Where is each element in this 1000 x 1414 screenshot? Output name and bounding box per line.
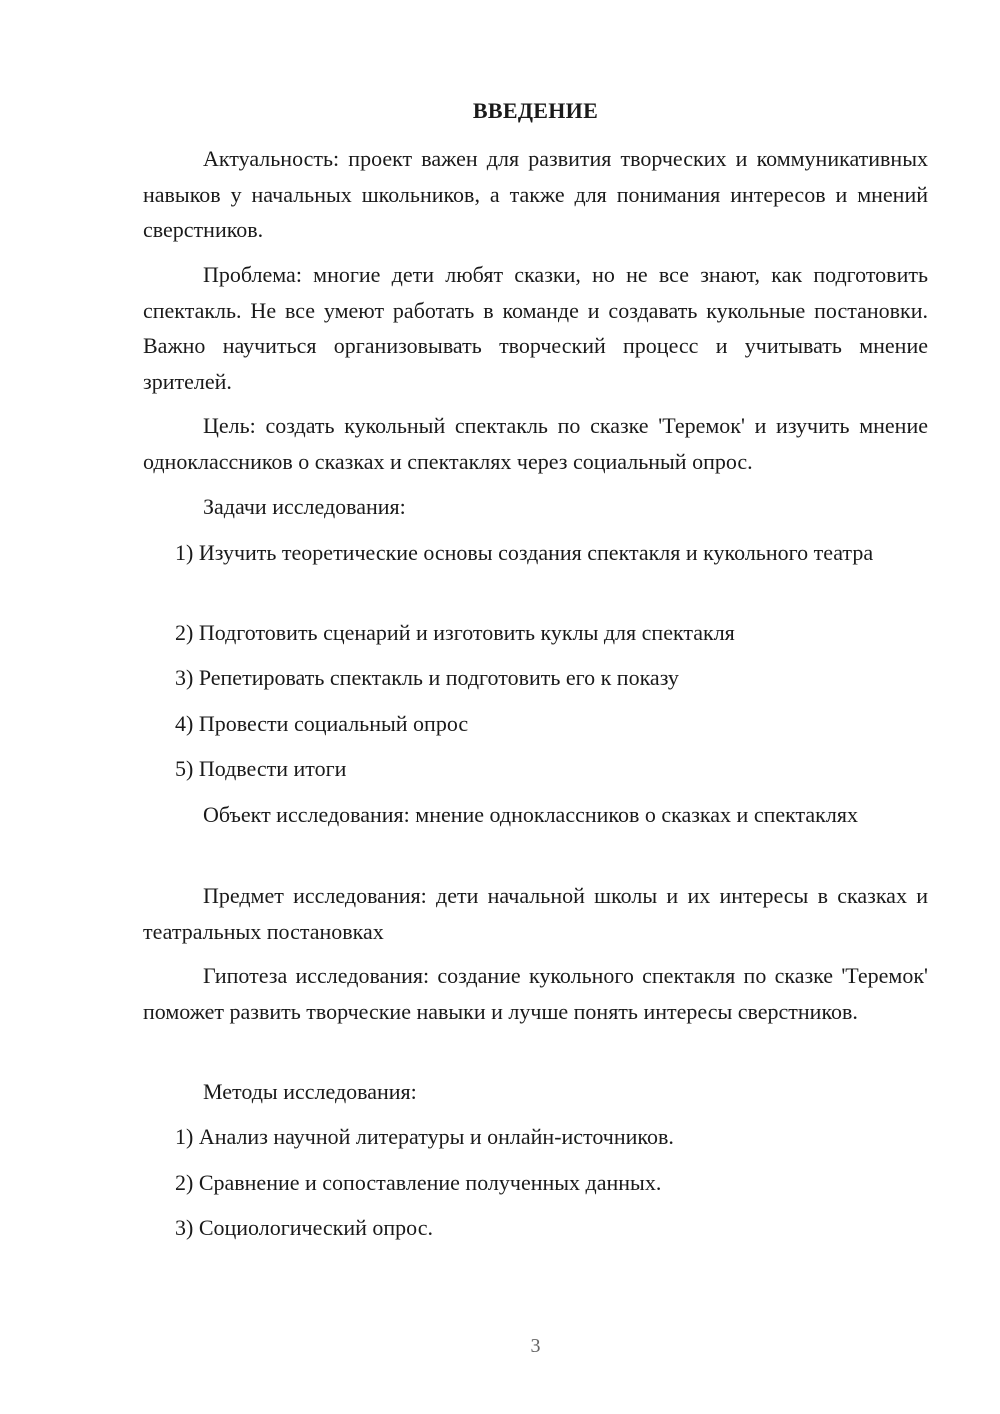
object-paragraph: Объект исследования: мнение одноклассников о сказках и спектаклях: [203, 802, 858, 827]
method-item: 1) Анализ научной литературы и онлайн-источников.: [175, 1124, 674, 1149]
tasks-heading: Задачи исследования:: [203, 494, 406, 519]
task-item: 2) Подготовить сценарий и изготовить куклы для спектакля: [175, 620, 735, 645]
method-item: 3) Социологический опрос.: [175, 1215, 433, 1240]
page-number: 3: [530, 1335, 541, 1357]
task-item: 5) Подвести итоги: [175, 756, 347, 781]
relevance-paragraph: Актуальность: проект важен для развития творческих и коммуникативных навыков у начальных школьников, а также для понимания интересов и мнений сверстников.: [143, 146, 928, 242]
document-page: [143, 0, 928, 1414]
task-item: 1) Изучить теоретические основы создания спектакля и кукольного театра: [175, 540, 874, 565]
hypothesis-paragraph: Гипотеза исследования: создание кукольного спектакля по сказке 'Теремок' поможет развить творческие навыки и лучше понять интересы сверстников.: [143, 963, 928, 1024]
task-item: 3) Репетировать спектакль и подготовить его к показу: [175, 665, 679, 690]
subject-paragraph: Предмет исследования: дети начальной школы и их интересы в сказках и театральных постановках: [143, 883, 928, 944]
methods-heading: Методы исследования:: [203, 1079, 417, 1104]
problem-paragraph: Проблема: многие дети любят сказки, но не все знают, как подготовить спектакль. Не все умеют работать в команде и создавать кукольные постановки. Важно научиться организовывать творческий процесс и учитывать мнение зрителей.: [143, 262, 928, 394]
method-item: 2) Сравнение и сопоставление полученных данных.: [175, 1170, 662, 1195]
goal-paragraph: Цель: создать кукольный спектакль по сказке 'Теремок' и изучить мнение одноклассников о сказках и спектаклях через социальный опрос.: [143, 413, 928, 474]
section-title: ВВЕДЕНИЕ: [472, 98, 599, 123]
task-item: 4) Провести социальный опрос: [175, 711, 469, 736]
